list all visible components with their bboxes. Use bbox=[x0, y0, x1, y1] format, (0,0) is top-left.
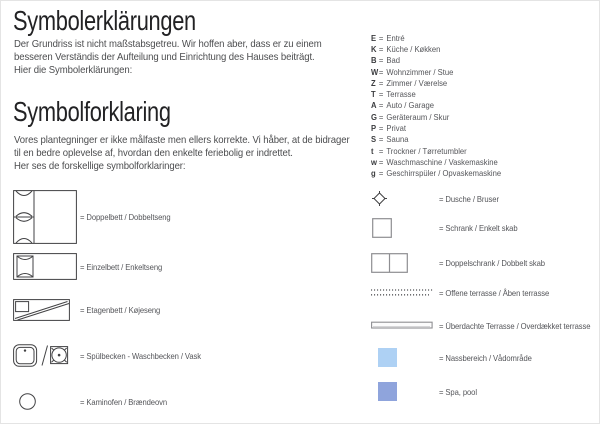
intro-line: Der Grundriss ist nicht maßstabsgetreu. Wir hoffen aber, dass er zu einem bbox=[14, 39, 322, 50]
room-code: t bbox=[371, 145, 374, 156]
room-code-row bbox=[371, 55, 501, 66]
room-code-label: Sauna bbox=[386, 134, 409, 145]
intro-line: til en bedre oplevelse af, hvordan den enkelte feriebolig er indrettet. bbox=[14, 148, 293, 160]
legend-row bbox=[13, 253, 343, 280]
room-code: T bbox=[371, 89, 376, 100]
spa-pool-swatch bbox=[378, 382, 397, 401]
equals-sign: = bbox=[378, 111, 384, 122]
room-code-label: Privat bbox=[386, 123, 406, 134]
double-cabinet-icon bbox=[371, 253, 408, 273]
legend-row bbox=[13, 344, 343, 367]
spa-pool-icon bbox=[378, 382, 397, 401]
room-code-label: Wohnzimmer / Stue bbox=[386, 66, 454, 77]
room-code: P bbox=[371, 123, 377, 134]
shower-icon bbox=[372, 191, 387, 206]
legend-label: = Überdachte Terrasse / Overdækket terrasse bbox=[439, 320, 591, 331]
room-code-row bbox=[371, 32, 501, 43]
sink-washbasin-icon bbox=[13, 344, 69, 367]
double-bed-icon bbox=[13, 190, 77, 244]
room-code: B bbox=[371, 55, 377, 66]
room-code: g bbox=[371, 168, 376, 179]
room-code: A bbox=[371, 100, 377, 111]
equals-sign: = bbox=[378, 145, 384, 156]
room-code-row bbox=[371, 111, 501, 122]
legend-label: = Nassbereich / Vådområde bbox=[439, 352, 532, 363]
room-code: Z bbox=[371, 77, 376, 88]
room-code-label: Küche / Køkken bbox=[386, 43, 441, 54]
german-intro-text bbox=[14, 38, 348, 78]
legend-row bbox=[13, 393, 343, 410]
legend-row bbox=[371, 288, 591, 297]
room-code-label: Waschmaschine / Vaskemaskine bbox=[386, 156, 498, 167]
equals-sign: = bbox=[378, 89, 384, 100]
legend-label: = Kaminofen / Brændeovn bbox=[80, 396, 168, 407]
legend-row bbox=[13, 190, 343, 244]
fireplace-icon bbox=[19, 393, 36, 410]
room-code-label: Trockner / Tørretumbler bbox=[386, 145, 467, 156]
legend-label: = Einzelbett / Enkeltseng bbox=[80, 261, 163, 272]
intro-line: Vores plantegninger er ikke målfaste men ellers korrekte. Vi håber, at de bidrager bbox=[14, 135, 350, 146]
open-terrace-icon bbox=[371, 288, 433, 297]
legend-label: = Dusche / Bruser bbox=[439, 193, 499, 204]
equals-sign: = bbox=[378, 156, 384, 167]
wet-area-swatch bbox=[378, 348, 397, 367]
room-code-label: Geschirrspüler / Opvaskemaskine bbox=[386, 168, 502, 179]
legend-row bbox=[13, 299, 343, 321]
legend-label: = Doppelbett / Dobbeltseng bbox=[80, 212, 171, 222]
equals-sign: = bbox=[378, 168, 384, 179]
german-section-title: Symbolerklärungen bbox=[13, 5, 196, 36]
room-code-row bbox=[371, 134, 501, 145]
equals-sign: = bbox=[378, 66, 384, 77]
room-code-row bbox=[371, 66, 501, 77]
room-code: K bbox=[371, 43, 377, 54]
legend-label: = Offene terrasse / Åben terrasse bbox=[439, 287, 550, 298]
room-code-row bbox=[371, 122, 501, 133]
room-code-row bbox=[371, 168, 501, 179]
legend-row bbox=[371, 321, 591, 330]
equals-sign: = bbox=[378, 100, 384, 111]
legend-label: = Etagenbett / Køjeseng bbox=[80, 305, 161, 315]
equals-sign: = bbox=[378, 134, 384, 145]
room-code-label: Zimmer / Værelse bbox=[386, 77, 448, 88]
equals-sign: = bbox=[378, 123, 384, 134]
room-code-row bbox=[371, 77, 501, 88]
room-code: S bbox=[371, 134, 377, 145]
legend-row bbox=[371, 348, 571, 367]
room-code-row bbox=[371, 145, 501, 156]
room-code-row bbox=[371, 100, 501, 111]
room-code: w bbox=[371, 156, 377, 167]
danish-section-title: Symbolforklaring bbox=[13, 96, 171, 127]
room-code: W bbox=[371, 66, 379, 77]
room-code-label: Auto / Garage bbox=[386, 100, 435, 111]
legend-row bbox=[371, 191, 571, 206]
room-code-row bbox=[371, 88, 501, 99]
single-bed-icon bbox=[13, 253, 77, 280]
room-code-label: Terrasse bbox=[386, 89, 416, 100]
legend-row bbox=[371, 253, 571, 273]
intro-line: besseren Verständis der Aufteilung und Einrichtung des Hauses beiträgt. bbox=[14, 52, 315, 64]
room-code-row bbox=[371, 43, 501, 54]
room-code-label: Geräteraum / Skur bbox=[386, 111, 450, 122]
equals-sign: = bbox=[378, 32, 384, 43]
legend-row bbox=[371, 382, 571, 401]
danish-intro-text bbox=[14, 134, 379, 174]
equals-sign: = bbox=[378, 55, 384, 66]
legend-row bbox=[371, 218, 571, 238]
room-code-label: Bad bbox=[386, 55, 401, 66]
legend-label: = Spa, pool bbox=[439, 386, 477, 397]
covered-terrace-icon bbox=[371, 321, 433, 330]
room-code: E bbox=[371, 32, 377, 43]
intro-line: Her ses de forskellige symbolforklaringer: bbox=[14, 161, 186, 173]
legend-label: = Schrank / Enkelt skab bbox=[439, 223, 518, 233]
room-code: G bbox=[371, 111, 377, 122]
room-code-list bbox=[371, 32, 519, 179]
legend-label: = Doppelschrank / Dobbelt skab bbox=[439, 258, 545, 268]
wet-area-icon bbox=[378, 348, 397, 367]
cabinet-icon bbox=[372, 218, 392, 238]
legend-label: = Spülbecken - Waschbecken / Vask bbox=[80, 350, 201, 361]
equals-sign: = bbox=[378, 43, 384, 54]
equals-sign: = bbox=[378, 77, 384, 88]
room-code-row bbox=[371, 156, 501, 167]
intro-line: Hier die Symbolerklärungen: bbox=[14, 65, 133, 77]
bunk-bed-icon bbox=[13, 299, 70, 321]
room-code-label: Entré bbox=[386, 32, 405, 43]
